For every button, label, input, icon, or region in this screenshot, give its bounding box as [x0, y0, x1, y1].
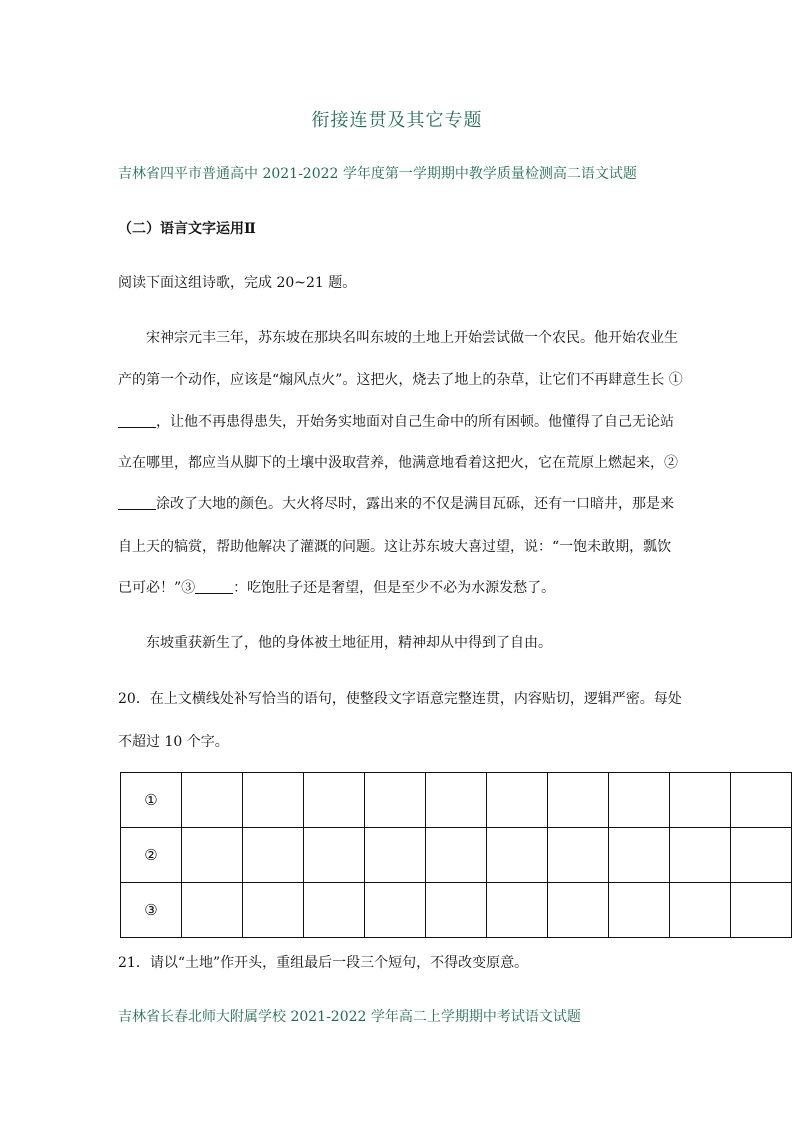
answer-row-label: ②: [121, 828, 182, 883]
passage-line: [118, 493, 674, 513]
answer-row-1: [121, 773, 792, 828]
answer-blank-2[interactable]: [118, 495, 156, 510]
answer-cell[interactable]: [731, 883, 792, 938]
answer-cell[interactable]: [609, 773, 670, 828]
answer-cell[interactable]: [182, 883, 243, 938]
instruction-text: 阅读下面这组诗歌，完成 20~21 题。: [118, 275, 357, 291]
answer-cell[interactable]: [243, 773, 304, 828]
question-20-cont: 不超过 10 个字。: [118, 734, 229, 750]
passage-line-text: 已可必！”③: [118, 580, 196, 596]
answer-cell[interactable]: [365, 773, 426, 828]
answer-cell[interactable]: [365, 828, 426, 883]
passage-paragraph-2: 东坡重获新生了，他的身体被土地征用，精神却从中得到了自由。: [146, 635, 552, 651]
passage-line: [118, 411, 674, 431]
answer-cell[interactable]: [609, 828, 670, 883]
answer-cell[interactable]: [731, 773, 792, 828]
answer-row-label: ①: [121, 773, 182, 828]
answer-cell[interactable]: [243, 828, 304, 883]
answer-cell[interactable]: [426, 773, 487, 828]
answer-blank-1[interactable]: [118, 413, 156, 428]
passage-line: 立在哪里，都应当从脚下的土壤中汲取营养，他满意地看着这把火，它在荒原上燃起来，②: [118, 455, 678, 471]
passage-line: 宋神宗元丰三年，苏东坡在那块名叫东坡的土地上开始尝试做一个农民。他开始农业生: [146, 330, 678, 346]
answer-cell[interactable]: [670, 773, 731, 828]
answer-blank-3[interactable]: [195, 579, 233, 594]
answer-cell[interactable]: [548, 773, 609, 828]
answer-cell[interactable]: [182, 828, 243, 883]
answer-cell[interactable]: [487, 773, 548, 828]
answer-cell[interactable]: [426, 828, 487, 883]
question-20: 20．在上文横线处补写恰当的语句，使整段文字语意完整连贯，内容贴切，逻辑严密。每处: [118, 691, 682, 707]
answer-cell[interactable]: [731, 828, 792, 883]
answer-row-2: [121, 828, 792, 883]
passage-line-text: ：吃饱肚子还是奢望，但是至少不必为水源发愁了。: [233, 580, 556, 596]
passage-line: 产的第一个动作，应该是“煽风点火”。这把火，烧去了地上的杂草，让它们不再肆意生长 ①: [118, 372, 683, 388]
answer-cell[interactable]: [548, 883, 609, 938]
answer-cell[interactable]: [304, 828, 365, 883]
source-heading-1: 吉林省四平市普通高中 2021-2022 学年度第一学期期中教学质量检测高二语文试题: [118, 166, 637, 182]
answer-cell[interactable]: [609, 883, 670, 938]
passage-line: 自上天的犒赏，帮助他解决了灌溉的问题。这让苏东坡大喜过望，说：“一饱未敢期，瓢饮: [118, 539, 672, 555]
answer-cell[interactable]: [243, 883, 304, 938]
section-heading: （二）语言文字运用Ⅱ: [118, 221, 256, 237]
answer-cell[interactable]: [182, 773, 243, 828]
passage-line-text: 涂改了大地的颜色。大火将尽时，露出来的不仅是满目瓦砾，还有一口暗井，那是来: [156, 496, 674, 512]
answer-cell[interactable]: [548, 828, 609, 883]
answer-grid: [120, 772, 792, 938]
answer-cell[interactable]: [487, 828, 548, 883]
answer-cell[interactable]: [365, 883, 426, 938]
answer-cell[interactable]: [426, 883, 487, 938]
answer-cell[interactable]: [304, 773, 365, 828]
passage-line: [118, 577, 555, 597]
source-heading-2: 吉林省长春北师大附属学校 2021-2022 学年高二上学期期中考试语文试题: [118, 1009, 581, 1025]
answer-cell[interactable]: [487, 883, 548, 938]
answer-cell[interactable]: [304, 883, 365, 938]
answer-cell[interactable]: [670, 828, 731, 883]
answer-row-label: ③: [121, 883, 182, 938]
answer-row-3: [121, 883, 792, 938]
question-21: 21．请以“土地”作开头，重组最后一段三个短句，不得改变原意。: [118, 955, 529, 971]
page-title: 衔接连贯及其它专题: [311, 110, 483, 131]
passage-line-text: ，让他不再患得患失，开始务实地面对自己生命中的所有困顿。他懂得了自己无论站: [156, 414, 674, 430]
answer-cell[interactable]: [670, 883, 731, 938]
